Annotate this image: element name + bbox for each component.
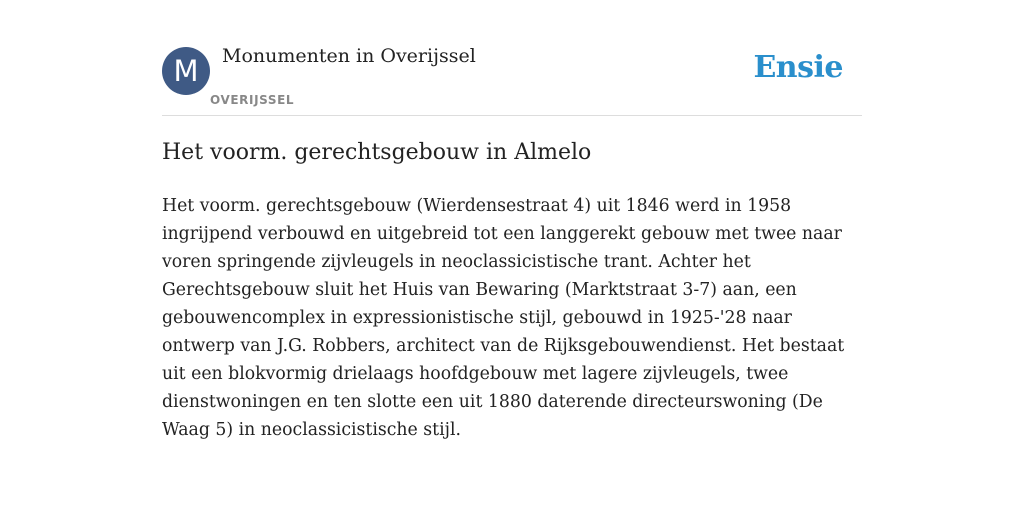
header-divider — [162, 115, 862, 116]
article-card — [162, 0, 862, 512]
publication-title[interactable]: Monumenten in Overijssel — [222, 45, 476, 67]
article-title: Het voorm. gerechtsgebouw in Almelo — [162, 140, 592, 165]
publication-subtitle[interactable]: OVERIJSSEL — [210, 93, 295, 107]
ensie-logo[interactable]: Ensie — [753, 50, 843, 85]
article-body: Het voorm. gerechtsgebouw (Wierdensestraat 4) uit 1846 werd in 1958 ingrijpend verbouwd en uitgebreid tot een langgerekt gebouw met twee naar voren springende zijvleugels in neoclassicistische trant. Achter het Gerechtsgebouw sluit het Huis van Bewaring (Marktstraat 3-7) aan, een gebouwencomplex in expressionistische stijl, gebouwd in 1925-'28 naar ontwerp van J.G. Robbers, architect van de Rijksgebouwendienst. Het bestaat uit een blokvormig drielaags hoofdgebouw met lagere zijvleugels, twee dienstwoningen en ten slotte een uit 1880 daterende directeurswoning (De Waag 5) in neoclassicistische stijl. — [162, 196, 845, 440]
publication-avatar[interactable]: M — [162, 47, 210, 95]
